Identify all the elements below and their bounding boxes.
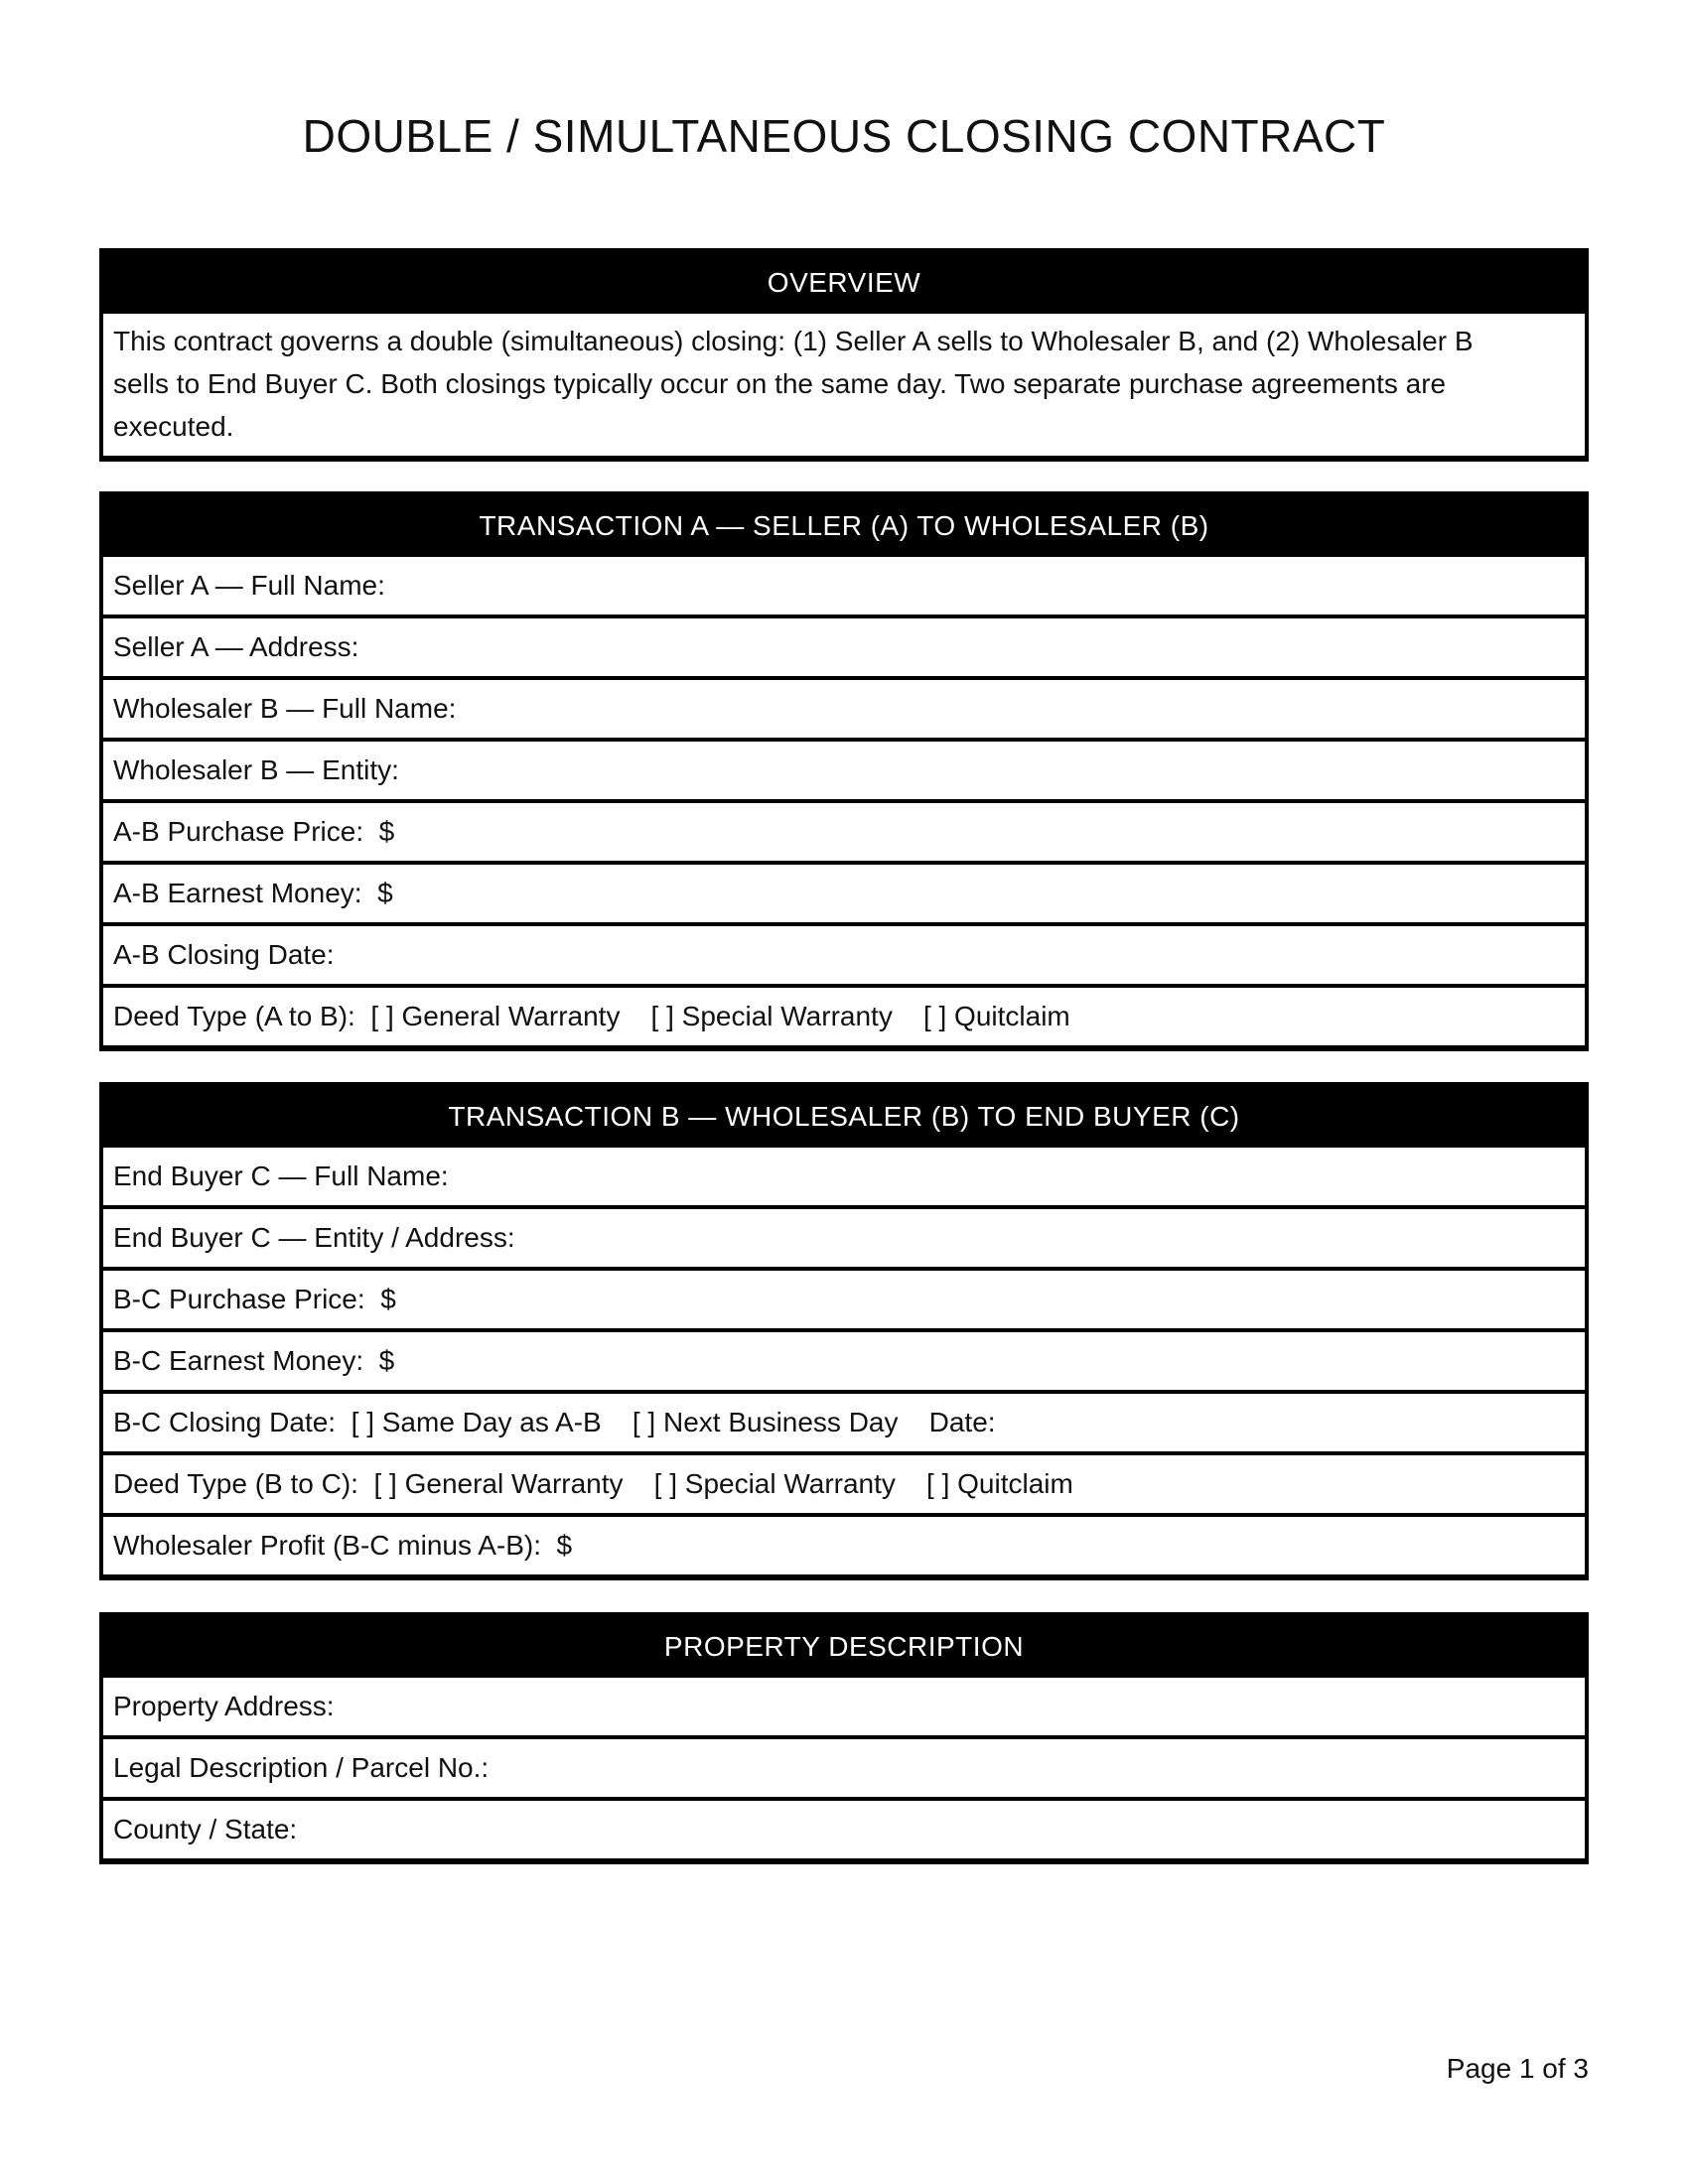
field-deed-type-a-to-b: Deed Type (A to B): [ ] General Warranty [ ] Special Warranty [ ] Quitclaim [103, 984, 1585, 1045]
field-deed-type-b-to-c: Deed Type (B to C): [ ] General Warranty [ ] Special Warranty [ ] Quitclaim [103, 1451, 1585, 1513]
field-seller-a-address: Seller A — Address: [103, 614, 1585, 676]
transaction-a-section [99, 491, 1589, 1051]
transaction-b-section [99, 1082, 1589, 1580]
field-county-state: County / State: [103, 1797, 1585, 1858]
overview-paragraph: This contract governs a double (simultaneous) closing: (1) Seller A sells to Wholesaler B, and (2) Wholesaler B sells to End Buyer C. Both closings typically occur on the same day. Two separate purchase agreements are executed. [113, 326, 1474, 442]
field-ab-earnest-money: A-B Earnest Money: $ [103, 861, 1585, 922]
field-bc-earnest-money: B-C Earnest Money: $ [103, 1328, 1585, 1390]
page-title: DOUBLE / SIMULTANEOUS CLOSING CONTRACT [302, 110, 1386, 162]
field-bc-purchase-price: B-C Purchase Price: $ [103, 1267, 1585, 1328]
field-property-address: Property Address: [113, 1691, 335, 1721]
field-legal-description-parcel-no: Legal Description / Parcel No.: [103, 1735, 1585, 1797]
property-description-section [99, 1612, 1589, 1864]
transaction-a-header: TRANSACTION A — SELLER (A) TO WHOLESALER (B) [103, 495, 1585, 557]
property-description-header: PROPERTY DESCRIPTION [103, 1616, 1585, 1678]
field-ab-purchase-price: A-B Purchase Price: $ [103, 799, 1585, 861]
field-end-buyer-c-full-name: End Buyer C — Full Name: [113, 1160, 449, 1191]
overview-section [99, 248, 1589, 462]
field-wholesaler-b-entity: Wholesaler B — Entity: [103, 738, 1585, 799]
transaction-b-header: TRANSACTION B — WHOLESALER (B) TO END BUYER (C) [103, 1086, 1585, 1148]
field-wholesaler-profit: Wholesaler Profit (B-C minus A-B): $ [103, 1513, 1585, 1574]
overview-header: OVERVIEW [103, 252, 1585, 314]
field-end-buyer-c-entity-address: End Buyer C — Entity / Address: [103, 1205, 1585, 1267]
field-wholesaler-b-full-name: Wholesaler B — Full Name: [103, 676, 1585, 738]
field-bc-closing-date: B-C Closing Date: [ ] Same Day as A-B [ ] Next Business Day Date: [103, 1390, 1585, 1451]
page-number-indicator: Page 1 of 3 [1446, 2053, 1589, 2084]
field-seller-a-full-name: Seller A — Full Name: [113, 570, 385, 601]
document-content [99, 248, 1589, 1864]
field-ab-closing-date: A-B Closing Date: [103, 922, 1585, 984]
